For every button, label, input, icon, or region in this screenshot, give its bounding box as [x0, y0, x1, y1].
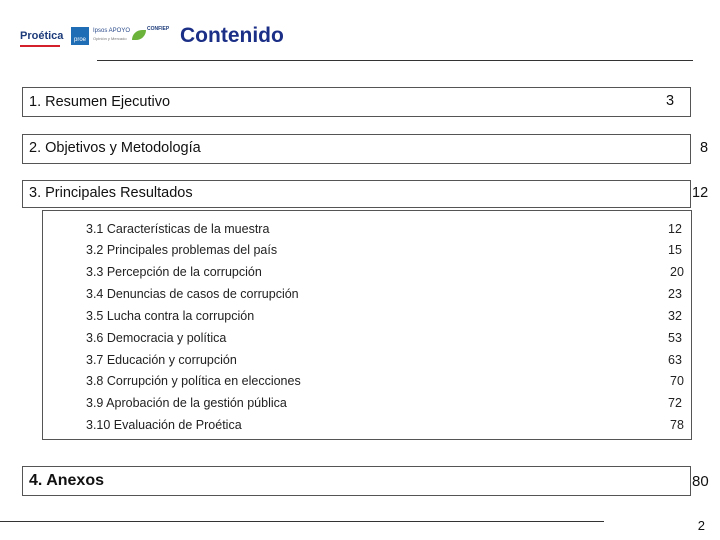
ipsos-logo — [93, 28, 130, 42]
toc-section-1-page: 3 — [666, 93, 675, 109]
toc-subsection-page: 12 — [668, 222, 682, 236]
slide-page-number: 2 — [697, 518, 705, 533]
toc-section-1-label: 1. Resumen Ejecutivo — [29, 94, 171, 110]
toc-subsection-page: 32 — [668, 309, 682, 323]
proetica-logo-text: Proética — [20, 30, 64, 42]
toc-subsection-page: 20 — [670, 265, 684, 279]
toc-subsection-page: 63 — [668, 353, 682, 367]
toc-section-2-label: 2. Objetivos y Metodología — [29, 140, 201, 156]
toc-section-2-page: 8 — [700, 140, 709, 156]
toc-subsection-label[interactable]: 3.8 Corrupción y política en elecciones — [86, 374, 301, 388]
confiep-logo-line1: CONFIEP — [147, 26, 170, 32]
toc-subsection-page: 72 — [668, 396, 682, 410]
toc-subsection-label[interactable]: 3.4 Denuncias de casos de corrupción — [86, 287, 299, 301]
toc-subsection-label[interactable]: 3.5 Lucha contra la corrupción — [86, 309, 255, 323]
logo-underline — [20, 45, 60, 47]
toc-section-annex[interactable] — [22, 466, 691, 496]
toc-subsection-label[interactable]: 3.9 Aprobación de la gestión pública — [86, 396, 287, 410]
toc-section-1[interactable] — [22, 87, 691, 117]
toc-section-3-label: 3. Principales Resultados — [29, 185, 193, 201]
bottom-divider — [0, 521, 604, 522]
toc-subsection-page: 15 — [668, 243, 682, 257]
confiep-logo — [147, 26, 169, 32]
toc-section-3[interactable] — [22, 180, 691, 208]
toc-annex-page: 80 — [692, 473, 709, 490]
toc-section-2[interactable] — [22, 134, 691, 164]
page-title: Contenido — [180, 24, 284, 47]
partner-logo-text: proe — [73, 37, 86, 43]
ipsos-logo-line1: Ipsos APOYO — [93, 28, 131, 34]
partner-logo-box — [71, 27, 89, 45]
toc-annex-label: 4. Anexos — [29, 472, 104, 489]
toc-subsection-page: 23 — [668, 287, 682, 301]
toc-subsection-page: 53 — [668, 331, 682, 345]
toc-subsection-label[interactable]: 3.6 Democracia y política — [86, 331, 227, 345]
toc-subsection-label[interactable]: 3.7 Educación y corrupción — [86, 353, 237, 367]
toc-subsection-label[interactable]: 3.10 Evaluación de Proética — [86, 418, 242, 432]
proetica-logo — [20, 30, 63, 42]
toc-subsection-page: 78 — [670, 418, 684, 432]
ipsos-logo-line2: Opinión y Mercado — [93, 36, 127, 41]
leaf-icon — [132, 30, 146, 40]
top-divider — [97, 60, 693, 61]
toc-subsection-page: 70 — [670, 374, 684, 388]
toc-section-3-page: 12 — [692, 185, 709, 201]
toc-subsection-label[interactable]: 3.2 Principales problemas del país — [86, 243, 278, 257]
toc-subsection-label[interactable]: 3.3 Percepción de la corrupción — [86, 265, 262, 279]
toc-subsection-label[interactable]: 3.1 Características de la muestra — [86, 222, 270, 236]
